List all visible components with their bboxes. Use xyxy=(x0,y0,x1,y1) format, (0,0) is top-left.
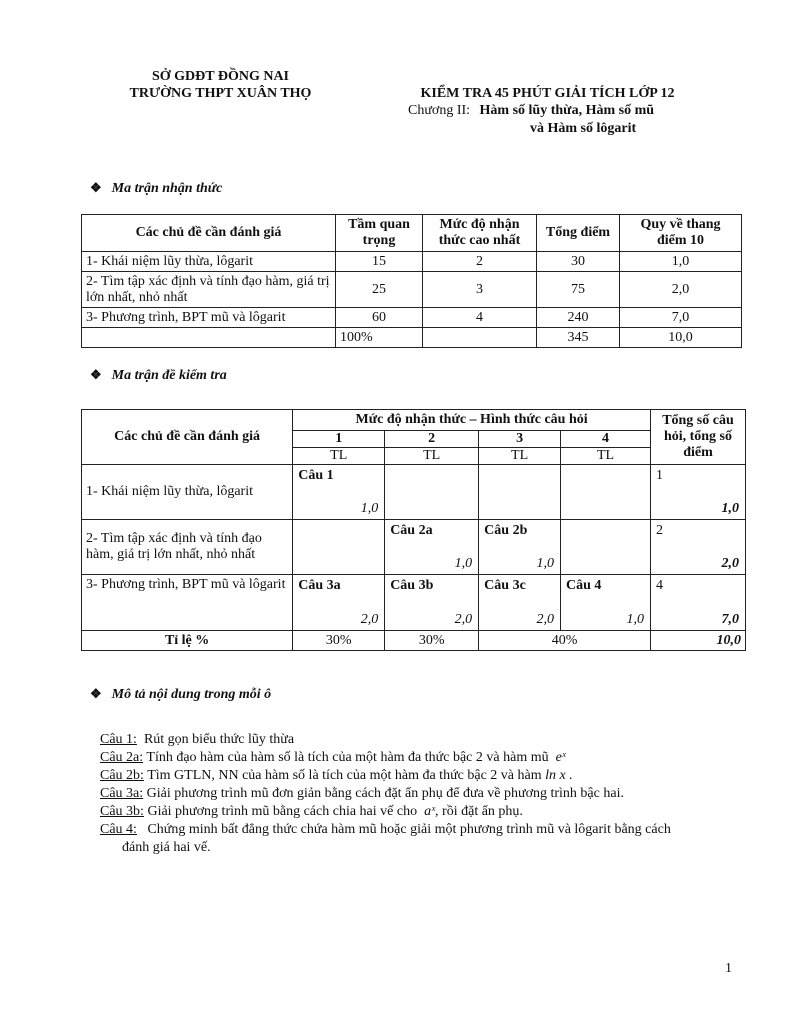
question-cell: Câu 2a 1,0 xyxy=(385,520,479,575)
level-number: 1 xyxy=(293,431,385,448)
scale-cell: 2,0 xyxy=(620,272,742,308)
importance-cell: 100% xyxy=(336,328,423,348)
list-item: Câu 2a: Tính đạo hàm của hàm số là tích của một hàm đa thức bậc 2 và hàm mũ eˣ xyxy=(100,750,566,765)
school-name: TRƯỜNG THPT XUÂN THỌ xyxy=(129,86,312,101)
topic-cell: 1- Khái niệm lũy thừa, lôgarit xyxy=(82,252,336,272)
topic-cell xyxy=(82,328,336,348)
scale-cell: 10,0 xyxy=(620,328,742,348)
total-cell: 2 2,0 xyxy=(650,520,745,575)
total-cell: 30 xyxy=(537,252,620,272)
table-row xyxy=(82,465,746,520)
math-expression: eˣ xyxy=(555,750,566,765)
chapter-prefix: Chương II: xyxy=(408,103,471,118)
question-cell xyxy=(561,465,651,520)
section-title: Mô tả nội dung trong mỗi ô xyxy=(111,687,272,702)
scale-cell: 7,0 xyxy=(620,308,742,328)
level-number: 3 xyxy=(479,431,561,448)
form-cell: TL xyxy=(561,448,651,465)
table-row xyxy=(82,252,742,272)
chapter-line xyxy=(408,102,654,119)
header-topic: Các chủ đề cần đánh giá xyxy=(82,215,336,252)
header-total: Tổng điểm xyxy=(537,215,620,252)
ratio-total: 10,0 xyxy=(650,631,745,651)
description-list xyxy=(100,731,740,857)
list-item: Câu 3b: Giải phương trình mũ bằng cách chia hai vế cho aˣ, rồi đặt ẩn phụ. xyxy=(100,804,523,819)
level-cell: 4 xyxy=(423,308,537,328)
school-header xyxy=(108,68,333,102)
header-scale: Quy về thang điểm 10 xyxy=(620,215,742,252)
total-cell: 240 xyxy=(537,308,620,328)
topic-cell: 3- Phương trình, BPT mũ và lôgarit xyxy=(82,308,336,328)
diamond-bullet-icon: ❖ xyxy=(90,180,102,195)
question-cell: Câu 4 1,0 xyxy=(561,575,651,631)
importance-cell: 25 xyxy=(336,272,423,308)
level-number: 2 xyxy=(385,431,479,448)
section-test-matrix xyxy=(90,367,227,384)
header-importance: Tầm quan trọng xyxy=(336,215,423,252)
question-cell xyxy=(293,520,385,575)
exam-title: KIỂM TRA 45 PHÚT GIẢI TÍCH LỚP 12 xyxy=(420,86,675,101)
level-cell xyxy=(423,328,537,348)
header-topic: Các chủ đề cần đánh giá xyxy=(82,410,293,465)
question-cell: Câu 3c 2,0 xyxy=(479,575,561,631)
form-cell: TL xyxy=(479,448,561,465)
total-cell: 4 7,0 xyxy=(650,575,745,631)
section-content-description xyxy=(90,686,271,703)
table-row xyxy=(82,308,742,328)
scale-cell: 1,0 xyxy=(620,252,742,272)
level-cell: 2 xyxy=(423,252,537,272)
question-cell: Câu 3b 2,0 xyxy=(385,575,479,631)
question-cell: Câu 1 1,0 xyxy=(293,465,385,520)
list-item: Câu 3a: Giải phương trình mũ đơn giản bằng cách đặt ẩn phụ để đưa về phương trình bậc hai. xyxy=(100,786,624,801)
diamond-bullet-icon: ❖ xyxy=(90,686,102,701)
total-cell: 75 xyxy=(537,272,620,308)
question-cell xyxy=(479,465,561,520)
section-title: Ma trận đề kiểm tra xyxy=(111,368,227,383)
header-total: Tổng số câu hỏi, tổng số điểm xyxy=(650,410,745,465)
ratio-cell: 40% xyxy=(479,631,651,651)
topic-cell: 3- Phương trình, BPT mũ và lôgarit xyxy=(82,575,293,631)
importance-cell: 15 xyxy=(336,252,423,272)
question-cell: Câu 3a 2,0 xyxy=(293,575,385,631)
table-row xyxy=(82,575,746,631)
ratio-label: Tỉ lệ % xyxy=(82,631,293,651)
form-cell: TL xyxy=(293,448,385,465)
ratio-row xyxy=(82,631,746,651)
table-row xyxy=(82,272,742,308)
total-cell: 1 1,0 xyxy=(650,465,745,520)
topic-cell: 2- Tìm tập xác định và tính đạo hàm, giá trị lớn nhất, nhỏ nhất xyxy=(82,520,293,575)
level-number: 4 xyxy=(561,431,651,448)
header-levels: Mức độ nhận thức – Hình thức câu hỏi xyxy=(293,410,651,431)
question-cell xyxy=(385,465,479,520)
ratio-cell: 30% xyxy=(293,631,385,651)
test-matrix-table xyxy=(81,409,746,651)
question-cell: Câu 2b 1,0 xyxy=(479,520,561,575)
header-level: Mức độ nhận thức cao nhất xyxy=(423,215,537,252)
section-title: Ma trận nhận thức xyxy=(111,181,223,196)
list-item: Câu 1: Rút gọn biểu thức lũy thừa xyxy=(100,732,295,747)
list-item: Câu 4: Chứng minh bất đẳng thức chứa hàm mũ hoặc giải một phương trình mũ và lôgarit bằng cách đánh giá hai vế. xyxy=(100,822,671,855)
form-cell: TL xyxy=(385,448,479,465)
table-total-row xyxy=(82,328,742,348)
section-cognitive-matrix xyxy=(90,180,222,197)
chapter-title-2: và Hàm số lôgarit xyxy=(530,121,637,136)
math-expression: aˣ xyxy=(424,804,436,819)
total-cell: 345 xyxy=(537,328,620,348)
table-header-row xyxy=(82,215,742,252)
question-cell xyxy=(561,520,651,575)
importance-cell: 60 xyxy=(336,308,423,328)
list-item: Câu 2b: Tìm GTLN, NN của hàm số là tích của một hàm đa thức bậc 2 và hàm ln x . xyxy=(100,768,573,783)
topic-cell: 1- Khái niệm lũy thừa, lôgarit xyxy=(82,465,293,520)
level-cell: 3 xyxy=(423,272,537,308)
table-row xyxy=(82,520,746,575)
department-name: SỞ GDĐT ĐỒNG NAI xyxy=(151,69,290,84)
topic-cell: 2- Tìm tập xác định và tính đạo hàm, giá trị lớn nhất, nhỏ nhất xyxy=(82,272,336,308)
ratio-cell: 30% xyxy=(385,631,479,651)
cognitive-matrix-table xyxy=(81,214,742,348)
chapter-title-1: Hàm số lũy thừa, Hàm số mũ xyxy=(479,103,655,118)
math-expression: ln x . xyxy=(545,768,573,783)
diamond-bullet-icon: ❖ xyxy=(90,367,102,382)
page-number: 1 xyxy=(725,961,732,976)
